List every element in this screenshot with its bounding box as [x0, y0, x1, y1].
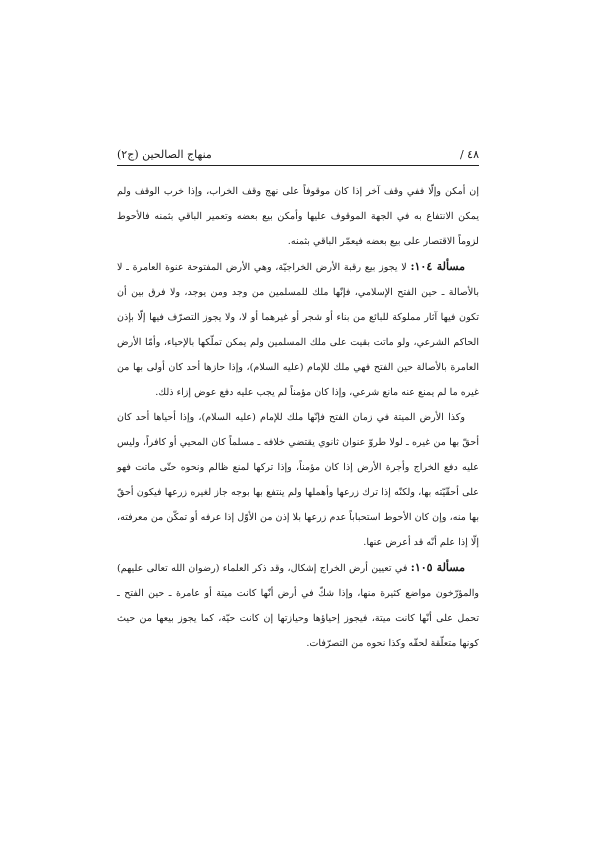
book-title: منهاج الصالحين (ج٢)	[117, 148, 212, 161]
masala-label: مسألة ١٠٥:	[410, 561, 465, 574]
masala-label: مسألة ١٠٤:	[410, 260, 466, 273]
paragraph-text: إن أمكن وإلّا ففي وقف آخر إذا كان موقوفاً على نهج وقف الخراب، وإذا خرب الوقف ولم يمكن الانتفاع به في الجهة الموقوف عليها وأمكن بيع بعضه وتعمير الباقي بثمنه فالأحوط لزوماً الاقتصار على بيع بعضه فيعمّر الباقي بثمنه.	[117, 186, 479, 247]
paragraph-text: وكذا الأرض الميتة في زمان الفتح فإنّها ملك للإمام (عليه السلام)، وإذا أحياها أحد كان أحقّ بها من غيره ـ لولا طروّ عنوان ثانوي يقتضي خلافه ـ مسلماً كان المحيي أو كافراً، وليس عليه دفع الخراج وأجرة الأرض إذا كان مؤمناً، وإذا تركها لمنع ظالم ونحوه حتّى ماتت فهو على أحقّيّته بها، ولكنّه إذا ترك زرعها وأهملها ولم ينتفع بها بوجه جاز لغيره زرعها فيكون أحقّ بها منه، وإن كان الأحوط استحباباً عدم زرعها بلا إذن من الأوّل إذا عرفه أو تمكّن من معرفته، إلّا إذا علم أنّه قد أعرض عنها.	[117, 412, 479, 548]
paragraph-continuation	[117, 179, 479, 254]
paragraph-masala-105	[117, 555, 479, 656]
page-number: ٤٨	[467, 148, 479, 161]
body-text	[117, 179, 479, 656]
paragraph-masala-104	[117, 254, 479, 405]
header-separator: /	[459, 148, 464, 161]
paragraph-text: لا يجوز بيع رقبة الأرض الخراجيّة، وهي الأرض المفتوحة عنوة العامرة ـ لا بالأصالة ـ حين الفتح الإسلامي، فإنّها ملك للمسلمين من وجد ومن يوجد، ولا فرق بين أن تكون فيها آثار مملوكة للبائع من بناء أو شجر أو غيرهما أو لا، ولا يجوز التصرّف فيها إلّا بإذن الحاكم الشرعي، ولو ماتت بقيت على ملك المسلمين ولم يمكن تملّكها بالإحياء، وأمّا الأرض العامرة بالأصالة حين الفتح فهي ملك للإمام (عليه السلام)، وإذا حازها أحد كان أولى بها من غيره ما لم يمنع عنه مانع شرعي، وإذا كان مؤمناً لم يجب عليه دفع عوض إزاء ذلك.	[117, 262, 479, 398]
paragraph-dead-land	[117, 405, 479, 555]
running-header	[117, 148, 479, 166]
document-page	[117, 148, 479, 656]
paragraph-text: في تعيين أرض الخراج إشكال، وقد ذكر العلماء (رضوان الله تعالى عليهم) والمؤرّخون مواضع كثيرة منها، وإذا شكّ في أرض أنّها كانت ميتة أو عامرة ـ حين الفتح ـ تحمل على أنّها كانت ميتة، فيجوز إحياؤها وحيازتها إن كانت حيّة، كما يجوز بيعها من حيث كونها متعلّقة لحقّه وكذا نحوه من التصرّفات.	[117, 563, 479, 649]
header-page-info	[460, 148, 479, 162]
